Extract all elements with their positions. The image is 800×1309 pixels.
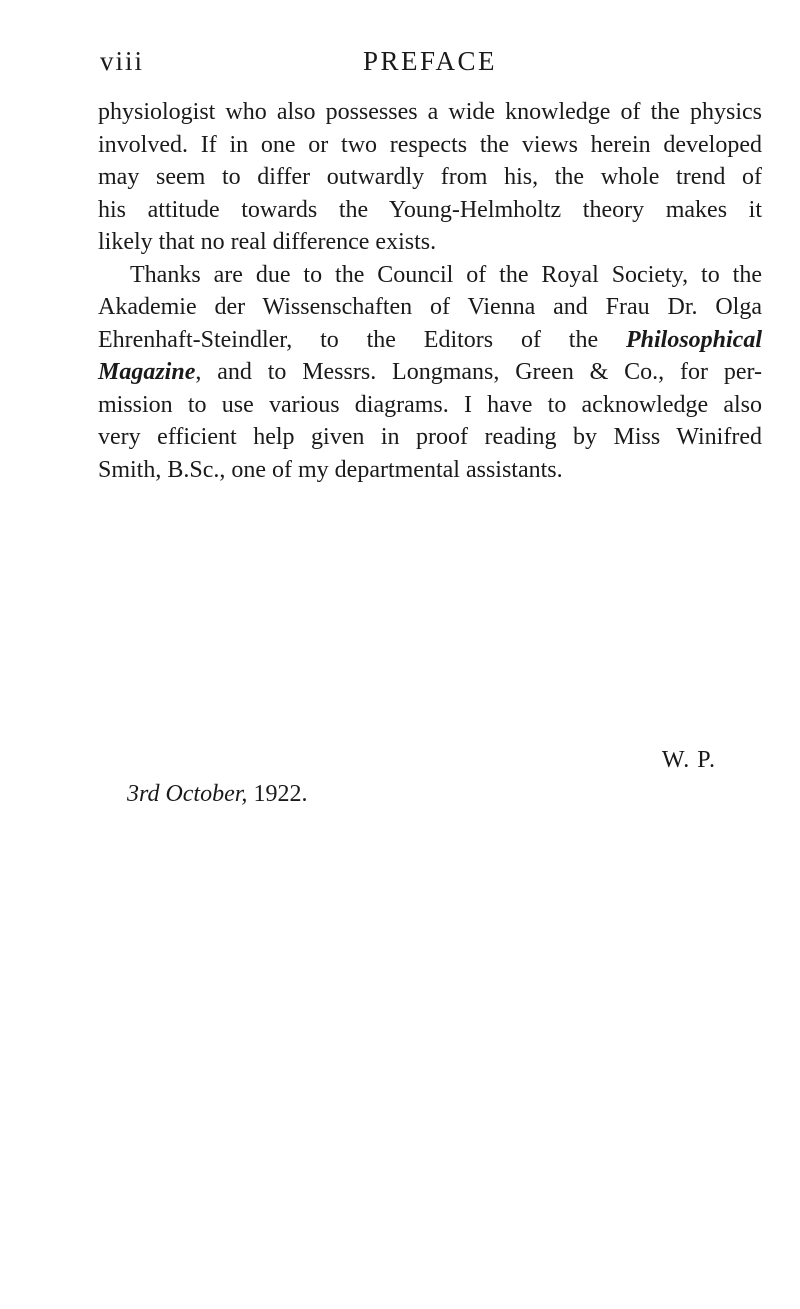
year-text: 1922. [247,781,308,807]
body-text [98,96,762,486]
text-line: physiologist who also possesses a wide knowledge of the physics [98,99,762,125]
journal-title-part: Philosophical [625,326,762,353]
running-title: PREFACE [362,46,498,76]
text-line: mission to use various diagrams. I have to acknowledge also [98,391,762,418]
text-run: , and to Messrs. Longmans, Green & Co., for per- [195,359,762,385]
text-line: Akademie der Wissenschaften of Vienna and Frau Dr. Olga [98,294,762,320]
paragraph-continued [98,96,762,259]
paragraph-acknowledgements [98,259,762,487]
text-line: involved. If in one or two respects the views herein developed [98,131,762,158]
text-line [98,324,762,357]
text-line: likely that no real difference exists. [98,229,437,255]
text-line [98,356,762,389]
running-head [0,46,800,86]
text-line: may seem to differ outwardly from his, the whole trend of [98,164,762,190]
text-line [98,259,762,292]
dateline [127,781,307,808]
journal-title-part: Magazine [98,359,196,385]
page-number: viii [100,46,145,76]
text-line: Smith, B.Sc., one of my departmental assistants. [98,456,563,483]
text-run: Thanks are due to the Council of the Royal Society, to the [130,261,762,288]
author-initials: W. P. [661,747,716,773]
text-line: very efficient help given in proof reading by Miss Winifred [98,424,762,450]
text-run: Ehrenhaft-Steindler, to the Editors of the [98,326,626,353]
text-line: his attitude towards the Young-Helmholtz theory makes it [98,196,762,223]
date-text: 3rd October, [127,781,248,807]
